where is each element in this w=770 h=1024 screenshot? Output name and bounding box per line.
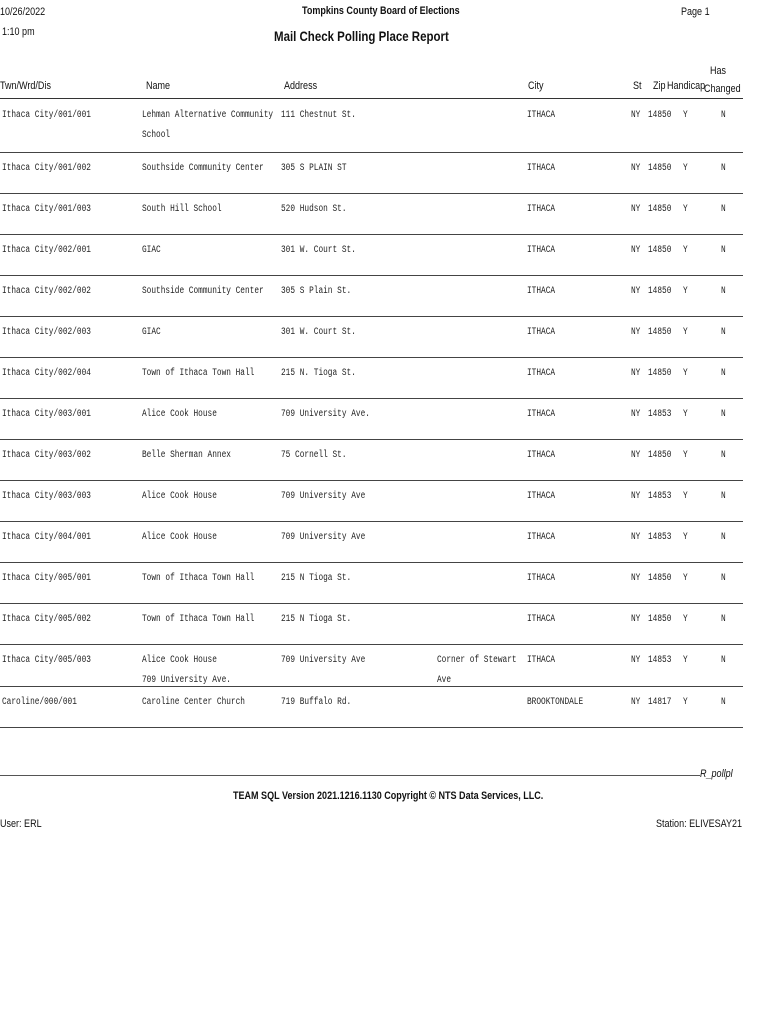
changed-cell: N bbox=[721, 614, 726, 625]
table-row bbox=[0, 194, 743, 235]
name-cell: Alice Cook House bbox=[142, 532, 217, 543]
zip-cell: 14817 bbox=[648, 697, 672, 708]
changed-cell: N bbox=[721, 532, 726, 543]
district-cell: Ithaca City/001/003 bbox=[2, 204, 91, 215]
city-cell: ITHACA bbox=[527, 409, 556, 420]
zip-cell: 14850 bbox=[648, 327, 672, 338]
district-cell: Ithaca City/005/002 bbox=[2, 614, 91, 625]
footer-rule bbox=[0, 775, 700, 776]
col-address: Address bbox=[284, 80, 318, 92]
address-cell: 305 S PLAIN ST bbox=[281, 163, 347, 174]
report-code: R_pollpl bbox=[700, 768, 733, 780]
address-cell: 709 University Ave bbox=[281, 655, 366, 666]
district-cell: Ithaca City/005/003 bbox=[2, 655, 91, 666]
table-row bbox=[0, 153, 743, 194]
organization-name: Tompkins County Board of Elections bbox=[302, 5, 460, 17]
name-cell: Southside Community Center bbox=[142, 163, 264, 174]
city-cell: ITHACA bbox=[527, 573, 556, 584]
changed-cell: N bbox=[721, 327, 726, 338]
address-cell: 520 Hudson St. bbox=[281, 204, 347, 215]
zip-cell: 14853 bbox=[648, 409, 672, 420]
table-row bbox=[0, 399, 743, 440]
name-cell: Alice Cook House bbox=[142, 409, 217, 420]
handicap-cell: Y bbox=[683, 409, 688, 420]
handicap-cell: Y bbox=[683, 573, 688, 584]
city-cell: ITHACA bbox=[527, 204, 556, 215]
state-cell: NY bbox=[631, 245, 641, 256]
user-label: User: ERL bbox=[0, 818, 42, 830]
address-cell: 111 Chestnut St. bbox=[281, 110, 356, 121]
name-cell: Belle Sherman Annex bbox=[142, 450, 231, 461]
copyright-notice: TEAM SQL Version 2021.1216.1130 Copyright © NTS Data Services, LLC. bbox=[233, 790, 544, 802]
state-cell: NY bbox=[631, 327, 641, 338]
table-row bbox=[0, 645, 743, 687]
name-cell: GIAC bbox=[142, 327, 161, 338]
address-cell: 215 N. Tioga St. bbox=[281, 368, 356, 379]
district-cell: Caroline/000/001 bbox=[2, 697, 77, 708]
name-cell: Southside Community Center bbox=[142, 286, 264, 297]
state-cell: NY bbox=[631, 204, 641, 215]
state-cell: NY bbox=[631, 491, 641, 502]
district-cell: Ithaca City/002/001 bbox=[2, 245, 91, 256]
page-number: Page 1 bbox=[681, 6, 710, 18]
name-cell: Town of Ithaca Town Hall bbox=[142, 368, 255, 379]
handicap-cell: Y bbox=[683, 697, 688, 708]
table-row bbox=[0, 440, 743, 481]
address-cell: 75 Cornell St. bbox=[281, 450, 347, 461]
state-cell: NY bbox=[631, 368, 641, 379]
handicap-cell: Y bbox=[683, 614, 688, 625]
city-cell: ITHACA bbox=[527, 110, 556, 121]
changed-cell: N bbox=[721, 368, 726, 379]
col-has: Has bbox=[710, 65, 727, 77]
zip-cell: 14850 bbox=[648, 614, 672, 625]
state-cell: NY bbox=[631, 450, 641, 461]
handicap-cell: Y bbox=[683, 245, 688, 256]
address-cell: 301 W. Court St. bbox=[281, 245, 356, 256]
table-row bbox=[0, 235, 743, 276]
polling-place-table bbox=[0, 100, 743, 728]
handicap-cell: Y bbox=[683, 368, 688, 379]
district-cell: Ithaca City/005/001 bbox=[2, 573, 91, 584]
changed-cell: N bbox=[721, 204, 726, 215]
state-cell: NY bbox=[631, 409, 641, 420]
district-cell: Ithaca City/002/004 bbox=[2, 368, 91, 379]
city-cell: ITHACA bbox=[527, 163, 556, 174]
col-changed: Changed bbox=[704, 83, 741, 95]
changed-cell: N bbox=[721, 697, 726, 708]
table-row bbox=[0, 100, 743, 153]
zip-cell: 14850 bbox=[648, 204, 672, 215]
col-zip: Zip bbox=[653, 80, 666, 92]
city-cell: ITHACA bbox=[527, 532, 556, 543]
city-cell: BROOKTONDALE bbox=[527, 697, 584, 708]
changed-cell: N bbox=[721, 110, 726, 121]
report-time: 1:10 pm bbox=[2, 26, 35, 38]
city-cell: ITHACA bbox=[527, 655, 556, 666]
city-cell: ITHACA bbox=[527, 450, 556, 461]
table-row bbox=[0, 563, 743, 604]
zip-cell: 14850 bbox=[648, 163, 672, 174]
city-cell: ITHACA bbox=[527, 245, 556, 256]
changed-cell: N bbox=[721, 450, 726, 461]
zip-cell: 14850 bbox=[648, 286, 672, 297]
zip-cell: 14850 bbox=[648, 368, 672, 379]
changed-cell: N bbox=[721, 573, 726, 584]
address-cell: 719 Buffalo Rd. bbox=[281, 697, 352, 708]
zip-cell: 14850 bbox=[648, 245, 672, 256]
zip-cell: 14853 bbox=[648, 532, 672, 543]
address-cell: 709 University Ave. bbox=[281, 409, 370, 420]
handicap-cell: Y bbox=[683, 655, 688, 666]
col-name: Name bbox=[146, 80, 171, 92]
name-cell: GIAC bbox=[142, 245, 161, 256]
col-st: St bbox=[633, 80, 642, 92]
handicap-cell: Y bbox=[683, 532, 688, 543]
address-cell: 215 N Tioga St. bbox=[281, 614, 352, 625]
name-cell: South Hill School bbox=[142, 204, 222, 215]
handicap-cell: Y bbox=[683, 204, 688, 215]
state-cell: NY bbox=[631, 110, 641, 121]
name-cell: Town of Ithaca Town Hall bbox=[142, 573, 255, 584]
changed-cell: N bbox=[721, 655, 726, 666]
state-cell: NY bbox=[631, 697, 641, 708]
district-cell: Ithaca City/004/001 bbox=[2, 532, 91, 543]
table-row bbox=[0, 687, 743, 728]
handicap-cell: Y bbox=[683, 491, 688, 502]
report-title: Mail Check Polling Place Report bbox=[274, 28, 449, 44]
city-cell: ITHACA bbox=[527, 491, 556, 502]
state-cell: NY bbox=[631, 163, 641, 174]
name-line2-cell: 709 University Ave. bbox=[142, 675, 231, 686]
table-row bbox=[0, 604, 743, 645]
name-cell: Alice Cook House bbox=[142, 655, 217, 666]
handicap-cell: Y bbox=[683, 110, 688, 121]
station-label: Station: ELIVESAY21 bbox=[656, 818, 743, 830]
address-cell: 709 University Ave bbox=[281, 532, 366, 543]
state-cell: NY bbox=[631, 573, 641, 584]
district-cell: Ithaca City/001/001 bbox=[2, 110, 91, 121]
city-cell: ITHACA bbox=[527, 614, 556, 625]
col-handicap: Handicap bbox=[667, 80, 706, 92]
name-cell: Alice Cook House bbox=[142, 491, 217, 502]
table-row bbox=[0, 481, 743, 522]
handicap-cell: Y bbox=[683, 327, 688, 338]
table-row bbox=[0, 317, 743, 358]
zip-cell: 14850 bbox=[648, 573, 672, 584]
report-date: 10/26/2022 bbox=[0, 6, 46, 18]
address-cell: 215 N Tioga St. bbox=[281, 573, 352, 584]
address-cell: 301 W. Court St. bbox=[281, 327, 356, 338]
zip-cell: 14853 bbox=[648, 655, 672, 666]
changed-cell: N bbox=[721, 163, 726, 174]
table-row bbox=[0, 276, 743, 317]
state-cell: NY bbox=[631, 286, 641, 297]
changed-cell: N bbox=[721, 409, 726, 420]
table-row bbox=[0, 522, 743, 563]
name-cell: Lehman Alternative Community bbox=[142, 110, 274, 121]
district-cell: Ithaca City/002/002 bbox=[2, 286, 91, 297]
district-cell: Ithaca City/001/002 bbox=[2, 163, 91, 174]
changed-cell: N bbox=[721, 286, 726, 297]
address-extra-cell: Corner of Stewart bbox=[437, 655, 517, 666]
zip-cell: 14853 bbox=[648, 491, 672, 502]
city-cell: ITHACA bbox=[527, 327, 556, 338]
handicap-cell: Y bbox=[683, 450, 688, 461]
district-cell: Ithaca City/003/003 bbox=[2, 491, 91, 502]
name-line2-cell: School bbox=[142, 130, 171, 141]
city-cell: ITHACA bbox=[527, 368, 556, 379]
zip-cell: 14850 bbox=[648, 450, 672, 461]
city-cell: ITHACA bbox=[527, 286, 556, 297]
district-cell: Ithaca City/003/001 bbox=[2, 409, 91, 420]
state-cell: NY bbox=[631, 655, 641, 666]
address-extra-line2-cell: Ave bbox=[437, 675, 452, 686]
state-cell: NY bbox=[631, 614, 641, 625]
col-city: City bbox=[528, 80, 544, 92]
district-cell: Ithaca City/002/003 bbox=[2, 327, 91, 338]
district-cell: Ithaca City/003/002 bbox=[2, 450, 91, 461]
handicap-cell: Y bbox=[683, 286, 688, 297]
zip-cell: 14850 bbox=[648, 110, 672, 121]
address-cell: 709 University Ave bbox=[281, 491, 366, 502]
handicap-cell: Y bbox=[683, 163, 688, 174]
name-cell: Town of Ithaca Town Hall bbox=[142, 614, 255, 625]
state-cell: NY bbox=[631, 532, 641, 543]
col-twd: Twn/Wrd/Dis bbox=[0, 80, 51, 92]
name-cell: Caroline Center Church bbox=[142, 697, 245, 708]
changed-cell: N bbox=[721, 245, 726, 256]
table-row bbox=[0, 358, 743, 399]
header-rule bbox=[0, 98, 743, 99]
changed-cell: N bbox=[721, 491, 726, 502]
address-cell: 305 S Plain St. bbox=[281, 286, 352, 297]
